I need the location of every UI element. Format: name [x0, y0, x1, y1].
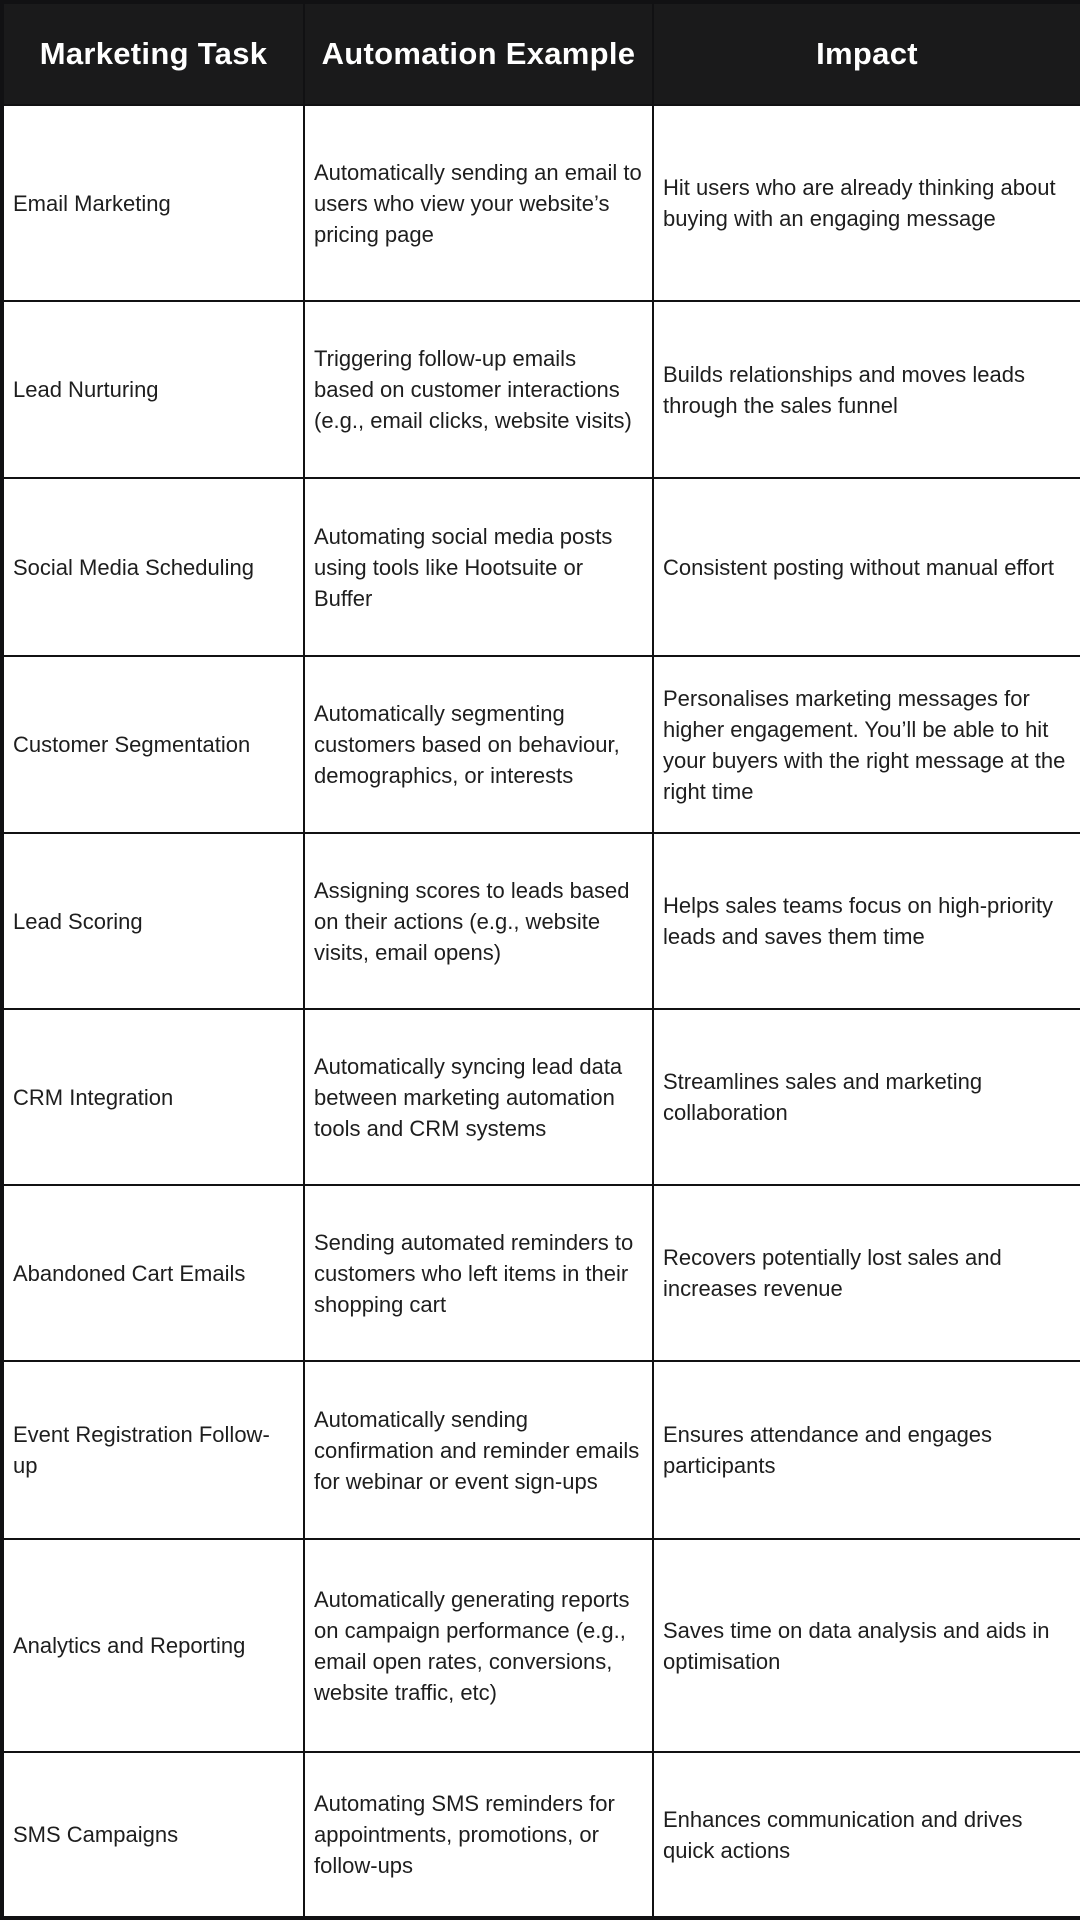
table-row	[2, 1185, 1080, 1361]
cell-automation-example: Automating social media posts using tools like Hootsuite or Buffer	[304, 478, 653, 656]
table-row	[2, 301, 1080, 478]
cell-automation-example: Automatically syncing lead data between marketing automation tools and CRM systems	[304, 1009, 653, 1185]
table-row	[2, 1009, 1080, 1185]
table-row	[2, 105, 1080, 301]
column-header-automation-example: Automation Example	[304, 2, 653, 105]
cell-automation-example: Automatically sending confirmation and reminder emails for webinar or event sign-ups	[304, 1361, 653, 1539]
table-row	[2, 656, 1080, 833]
cell-impact: Streamlines sales and marketing collaboration	[653, 1009, 1080, 1185]
header-row	[2, 2, 1080, 105]
cell-marketing-task: Social Media Scheduling	[2, 478, 304, 656]
cell-marketing-task: Lead Scoring	[2, 833, 304, 1009]
table-header	[2, 2, 1080, 105]
cell-automation-example: Automatically generating reports on campaign performance (e.g., email open rates, conversions, website traffic, etc)	[304, 1539, 653, 1752]
column-header-impact: Impact	[653, 2, 1080, 105]
column-header-marketing-task: Marketing Task	[2, 2, 304, 105]
table-row	[2, 1361, 1080, 1539]
cell-automation-example: Automating SMS reminders for appointments, promotions, or follow-ups	[304, 1752, 653, 1918]
cell-impact: Enhances communication and drives quick actions	[653, 1752, 1080, 1918]
table-row	[2, 833, 1080, 1009]
cell-automation-example: Sending automated reminders to customers who left items in their shopping cart	[304, 1185, 653, 1361]
cell-marketing-task: Abandoned Cart Emails	[2, 1185, 304, 1361]
cell-impact: Consistent posting without manual effort	[653, 478, 1080, 656]
cell-marketing-task: SMS Campaigns	[2, 1752, 304, 1918]
cell-impact: Recovers potentially lost sales and increases revenue	[653, 1185, 1080, 1361]
cell-marketing-task: Analytics and Reporting	[2, 1539, 304, 1752]
table-row	[2, 478, 1080, 656]
table-row	[2, 1752, 1080, 1918]
cell-marketing-task: Lead Nurturing	[2, 301, 304, 478]
cell-automation-example: Automatically segmenting customers based on behaviour, demographics, or interests	[304, 656, 653, 833]
table-body	[2, 105, 1080, 1918]
cell-marketing-task: Customer Segmentation	[2, 656, 304, 833]
cell-impact: Saves time on data analysis and aids in optimisation	[653, 1539, 1080, 1752]
cell-impact: Helps sales teams focus on high-priority leads and saves them time	[653, 833, 1080, 1009]
cell-marketing-task: Event Registration Follow-up	[2, 1361, 304, 1539]
cell-impact: Hit users who are already thinking about buying with an engaging message	[653, 105, 1080, 301]
cell-marketing-task: CRM Integration	[2, 1009, 304, 1185]
cell-impact: Personalises marketing messages for higher engagement. You’ll be able to hit your buyers with the right message at the right time	[653, 656, 1080, 833]
table-row	[2, 1539, 1080, 1752]
cell-marketing-task: Email Marketing	[2, 105, 304, 301]
cell-automation-example: Assigning scores to leads based on their actions (e.g., website visits, email opens)	[304, 833, 653, 1009]
cell-automation-example: Triggering follow-up emails based on customer interactions (e.g., email clicks, website visits)	[304, 301, 653, 478]
cell-automation-example: Automatically sending an email to users who view your website’s pricing page	[304, 105, 653, 301]
cell-impact: Ensures attendance and engages participants	[653, 1361, 1080, 1539]
cell-impact: Builds relationships and moves leads through the sales funnel	[653, 301, 1080, 478]
